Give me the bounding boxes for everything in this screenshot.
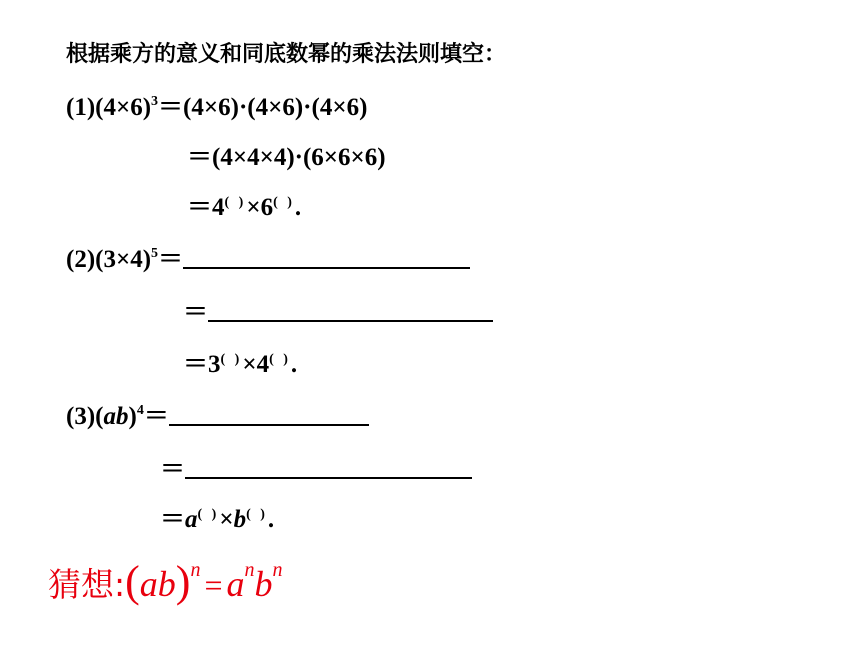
formula-ab: ab bbox=[139, 564, 176, 604]
blank-exponent[interactable]: ( ) bbox=[197, 507, 220, 522]
variable-b: b bbox=[233, 506, 247, 533]
blank-exponent[interactable]: ( ) bbox=[246, 507, 268, 522]
blank-exponent[interactable]: ( ) bbox=[220, 352, 243, 367]
variable-a: a bbox=[103, 403, 116, 430]
problem-2-line-2 bbox=[183, 298, 493, 328]
open-paren: ( bbox=[125, 557, 140, 606]
equals-sign: ＝ bbox=[160, 506, 186, 533]
equals-sign: ＝ bbox=[160, 456, 186, 483]
answer-blank[interactable] bbox=[185, 457, 472, 479]
answer-blank[interactable] bbox=[183, 247, 470, 269]
equals-sign: = bbox=[204, 567, 223, 603]
problem-3-line-1 bbox=[66, 402, 369, 432]
times-sign: × bbox=[219, 506, 234, 533]
problem-1-exponent: 3 bbox=[151, 94, 159, 109]
problem-3-close: ) bbox=[128, 403, 137, 430]
variable-a: a bbox=[185, 506, 198, 533]
formula-a: a bbox=[226, 564, 245, 604]
problem-3-exponent: 4 bbox=[136, 403, 144, 418]
problem-3-line-2 bbox=[160, 455, 472, 485]
problem-1-line-2: ＝(4×4×4)·(6×6×6) bbox=[187, 144, 386, 171]
problem-2-base: (2)(3×4) bbox=[66, 246, 152, 273]
blank-exponent[interactable]: ( ) bbox=[224, 195, 247, 210]
equals-sign: ＝ bbox=[143, 403, 169, 430]
exponent-n: n bbox=[244, 559, 255, 581]
problem-2-term-b: ×4 bbox=[242, 351, 270, 378]
problem-2-line-1 bbox=[66, 245, 470, 275]
problem-3-open: (3)( bbox=[66, 403, 104, 430]
problem-1-line-1 bbox=[66, 93, 367, 123]
conjecture-formula bbox=[125, 557, 283, 606]
instruction-text: 根据乘方的意义和同底数幂的乘法法则填空： bbox=[66, 42, 507, 67]
blank-exponent[interactable]: ( ) bbox=[269, 352, 291, 367]
variable-b: b bbox=[115, 403, 129, 430]
exponent-n: n bbox=[190, 559, 201, 581]
problem-3-line-3 bbox=[160, 505, 274, 535]
close-paren: ) bbox=[175, 557, 191, 606]
problem-1-expansion: ＝(4×6)·(4×6)·(4×6) bbox=[158, 94, 368, 121]
problem-2-line-3 bbox=[183, 350, 297, 380]
blank-exponent[interactable]: ( ) bbox=[273, 195, 295, 210]
answer-blank[interactable] bbox=[169, 404, 369, 426]
problem-1-line-3 bbox=[187, 193, 301, 223]
problem-2-exponent: 5 bbox=[151, 246, 159, 261]
conjecture-label: 猜想: bbox=[48, 565, 126, 604]
equals-sign: ＝ bbox=[183, 299, 209, 326]
conjecture bbox=[48, 556, 282, 607]
formula-b: b bbox=[254, 564, 273, 604]
period: . bbox=[294, 194, 302, 221]
equals-sign: ＝ bbox=[158, 246, 184, 273]
period: . bbox=[267, 506, 275, 533]
problem-1-base: (1)(4×6) bbox=[66, 94, 152, 121]
period: . bbox=[290, 351, 298, 378]
problem-1-term-b: ×6 bbox=[246, 194, 274, 221]
problem-2-term-a: ＝3 bbox=[183, 351, 221, 378]
answer-blank[interactable] bbox=[208, 300, 493, 322]
problem-1-term-a: ＝4 bbox=[187, 194, 225, 221]
exponent-n: n bbox=[272, 559, 283, 581]
